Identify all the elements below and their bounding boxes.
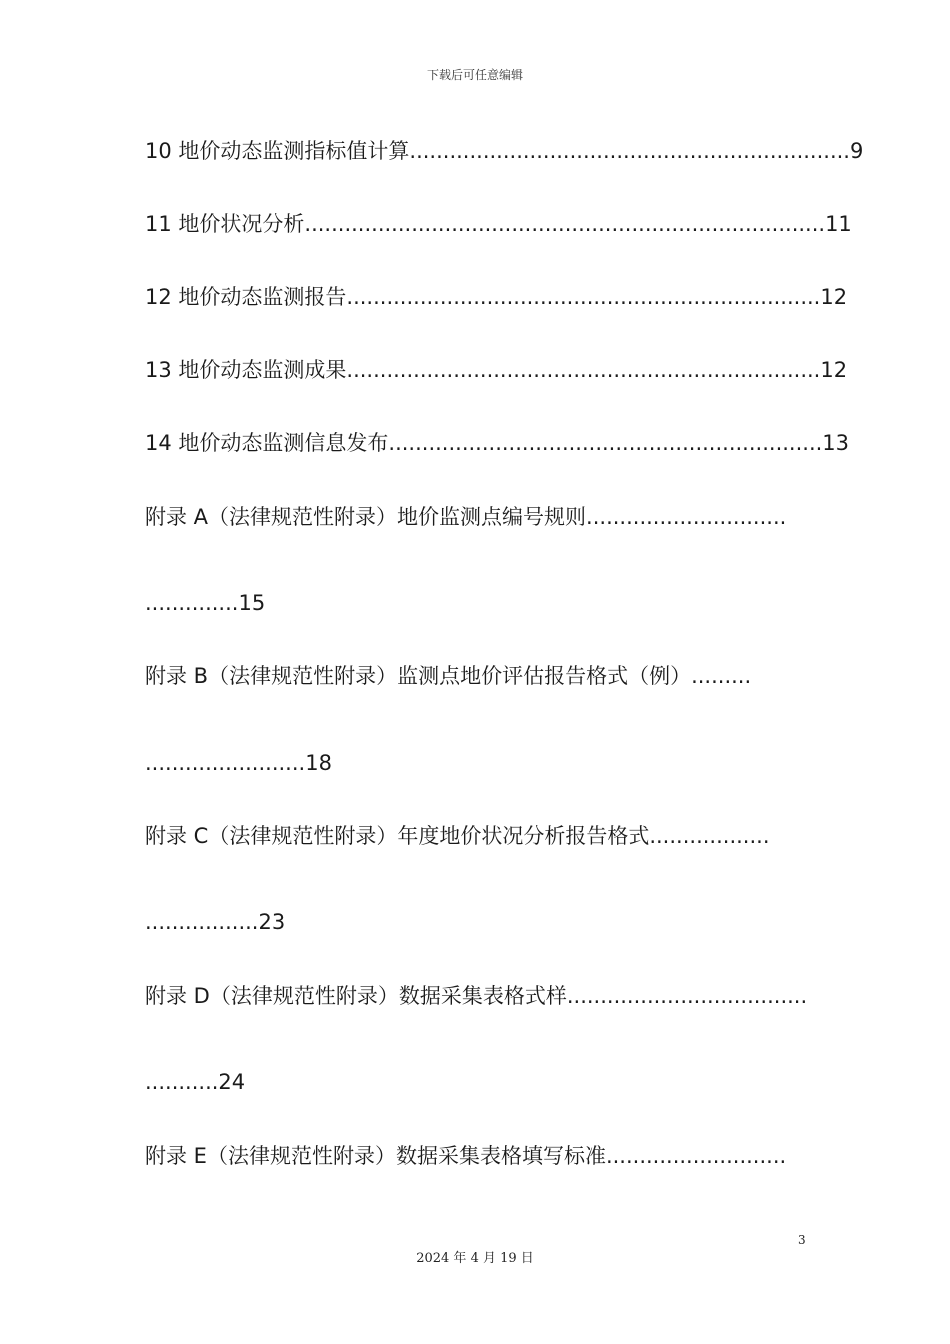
footer-date: 2024 年 4 月 19 日 [416,1251,534,1266]
toc-entry-appendix-d[interactable]: 附录 D（法律规范性附录）数据采集表格式样.................................... [145,984,808,1008]
toc-entry-appendix-a-page[interactable]: ..............15 [145,591,266,615]
page-number: 3 [798,1233,806,1247]
toc-entry-11[interactable]: 11 地价状况分析..............................................................................11 [145,212,852,236]
toc-entry-appendix-e[interactable]: 附录 E（法律规范性附录）数据采集表格填写标准........................... [145,1144,787,1168]
toc-entry-10[interactable]: 10 地价动态监测指标值计算..................................................................9 [145,139,864,163]
toc-entry-appendix-c[interactable]: 附录 C（法律规范性附录）年度地价状况分析报告格式.................. [145,824,770,848]
toc-entry-appendix-c-page[interactable]: .................23 [145,910,286,934]
toc-entry-appendix-b[interactable]: 附录 B（法律规范性附录）监测点地价评估报告格式（例）......... [145,664,752,688]
toc-entry-appendix-a[interactable]: 附录 A（法律规范性附录）地价监测点编号规则.............................. [145,505,787,529]
page-header: 下载后可任意编辑 [426,68,523,82]
toc-entry-appendix-b-page[interactable]: ........................18 [145,751,332,775]
toc-entry-13[interactable]: 13 地价动态监测成果.......................................................................12 [145,358,848,382]
toc-entry-14[interactable]: 14 地价动态监测信息发布.................................................................13 [145,431,850,455]
toc-entry-appendix-d-page[interactable]: ...........24 [145,1070,246,1094]
toc-entry-12[interactable]: 12 地价动态监测报告.......................................................................12 [145,285,848,309]
